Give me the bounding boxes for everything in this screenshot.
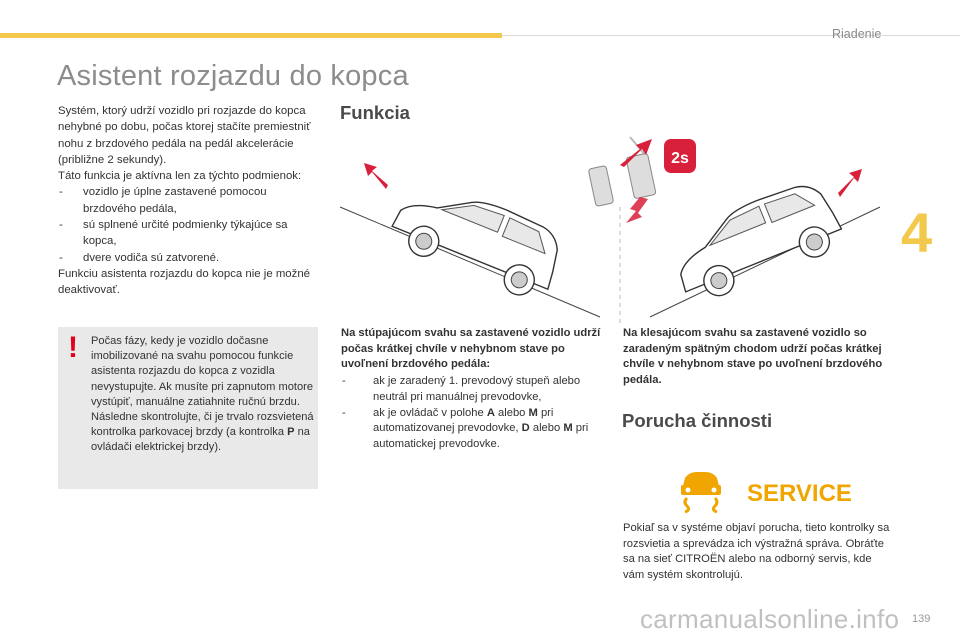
heading-porucha: Porucha činnosti: [622, 410, 773, 431]
page-title: Asistent rozjazdu do kopca: [57, 60, 409, 92]
header-accent-bar: [0, 33, 502, 38]
conditions-intro: Táto funkcia je aktívna len za týchto podmienok:: [58, 170, 302, 183]
list-item: - ak je ovládač v polohe A alebo M pri automatizovanej prevodovke, D alebo M pri automatickej prevodovke.: [341, 406, 609, 453]
downhill-section: [623, 326, 893, 390]
uphill-car-icon: [386, 173, 570, 305]
uphill-arrow-icon: [364, 163, 388, 189]
malfunction-text: Pokiaľ sa v systéme objaví porucha, tieto kontrolky sa rozsvietia a sprevádza ich výstražná správa. Obráťte sa na sieť CITROËN alebo na odborný servis, kde vám systém skontrolujú.: [623, 522, 890, 582]
warning-lamps: [675, 470, 852, 512]
svg-text:2s: 2s: [671, 150, 689, 167]
chapter-number: 4: [901, 201, 933, 264]
uphill-intro: Na stúpajúcom svahu sa zastavené vozidlo udrží počas krátkej chvíle v nehybnom stave po uvoľnení brzdového pedála:: [341, 327, 601, 371]
downhill-arrow-icon: [838, 169, 862, 197]
exclamation-icon: !: [68, 331, 78, 364]
deactivation-note: Funkciu asistenta rozjazdu do kopca nie je možné deaktivovať.: [58, 267, 311, 297]
warning-box: [58, 327, 318, 489]
uphill-section: [341, 326, 609, 453]
downhill-car-icon: [664, 175, 848, 307]
uphill-list: [341, 374, 609, 453]
downhill-intro: Na klesajúcom svahu sa zastavené vozidlo so zaradeným spätným chodom udrží počas krátkej chvíle v nehybnom stave po uvoľnení brzdového pedála.: [623, 327, 883, 387]
warning-text: Počas fázy, kedy je vozidlo dočasne imobilizované na svahu pomocou funkcie asistenta rozjazdu do kopca z vozidla nevystupujte. Ak musíte pri zapnutom motore vystúpiť, manuálne zatiahnite ručnú brzdu. Následne skontrolujte, či je trvalo rozsvietená kontrolka parkovacej brzdy (a kontrolka P na ovládači elektrickej brzdy).: [91, 335, 314, 454]
conditions-list: [58, 184, 320, 265]
list-item: - dvere vodiča sú zatvorené.: [58, 250, 320, 266]
intro-section: [58, 103, 320, 299]
pedals-icon: [588, 137, 656, 223]
heading-funkcia: Funkcia: [340, 102, 410, 123]
skid-warning-icon: [681, 472, 721, 512]
watermark: carmanualsonline.info: [640, 604, 900, 634]
list-item: - sú splnené určité podmienky týkajúce sa kopca,: [58, 217, 320, 250]
timer-badge-icon: [664, 139, 696, 173]
list-item: - ak je zaradený 1. prevodový stupeň alebo neutrál pri manuálnej prevodovke,: [341, 374, 609, 405]
header-rule: [502, 35, 960, 36]
page-number: 139: [912, 613, 931, 625]
list-item: - vozidlo je úplne zastavené pomocou brzdového pedála,: [58, 184, 320, 217]
warning-lamps-graphic: [675, 470, 852, 512]
intro-paragraph: Systém, ktorý udrží vozidlo pri rozjazde do kopca nehybné po dobu, počas ktorej stačíte premiestniť nohu z brzdového pedála na pedál akcelerácie (približne 2 sekundy).: [58, 105, 311, 166]
hill-start-illustration: [330, 127, 890, 327]
section-label: Riadenie: [832, 27, 882, 41]
service-lamp-icon: SERVICE: [747, 480, 852, 507]
